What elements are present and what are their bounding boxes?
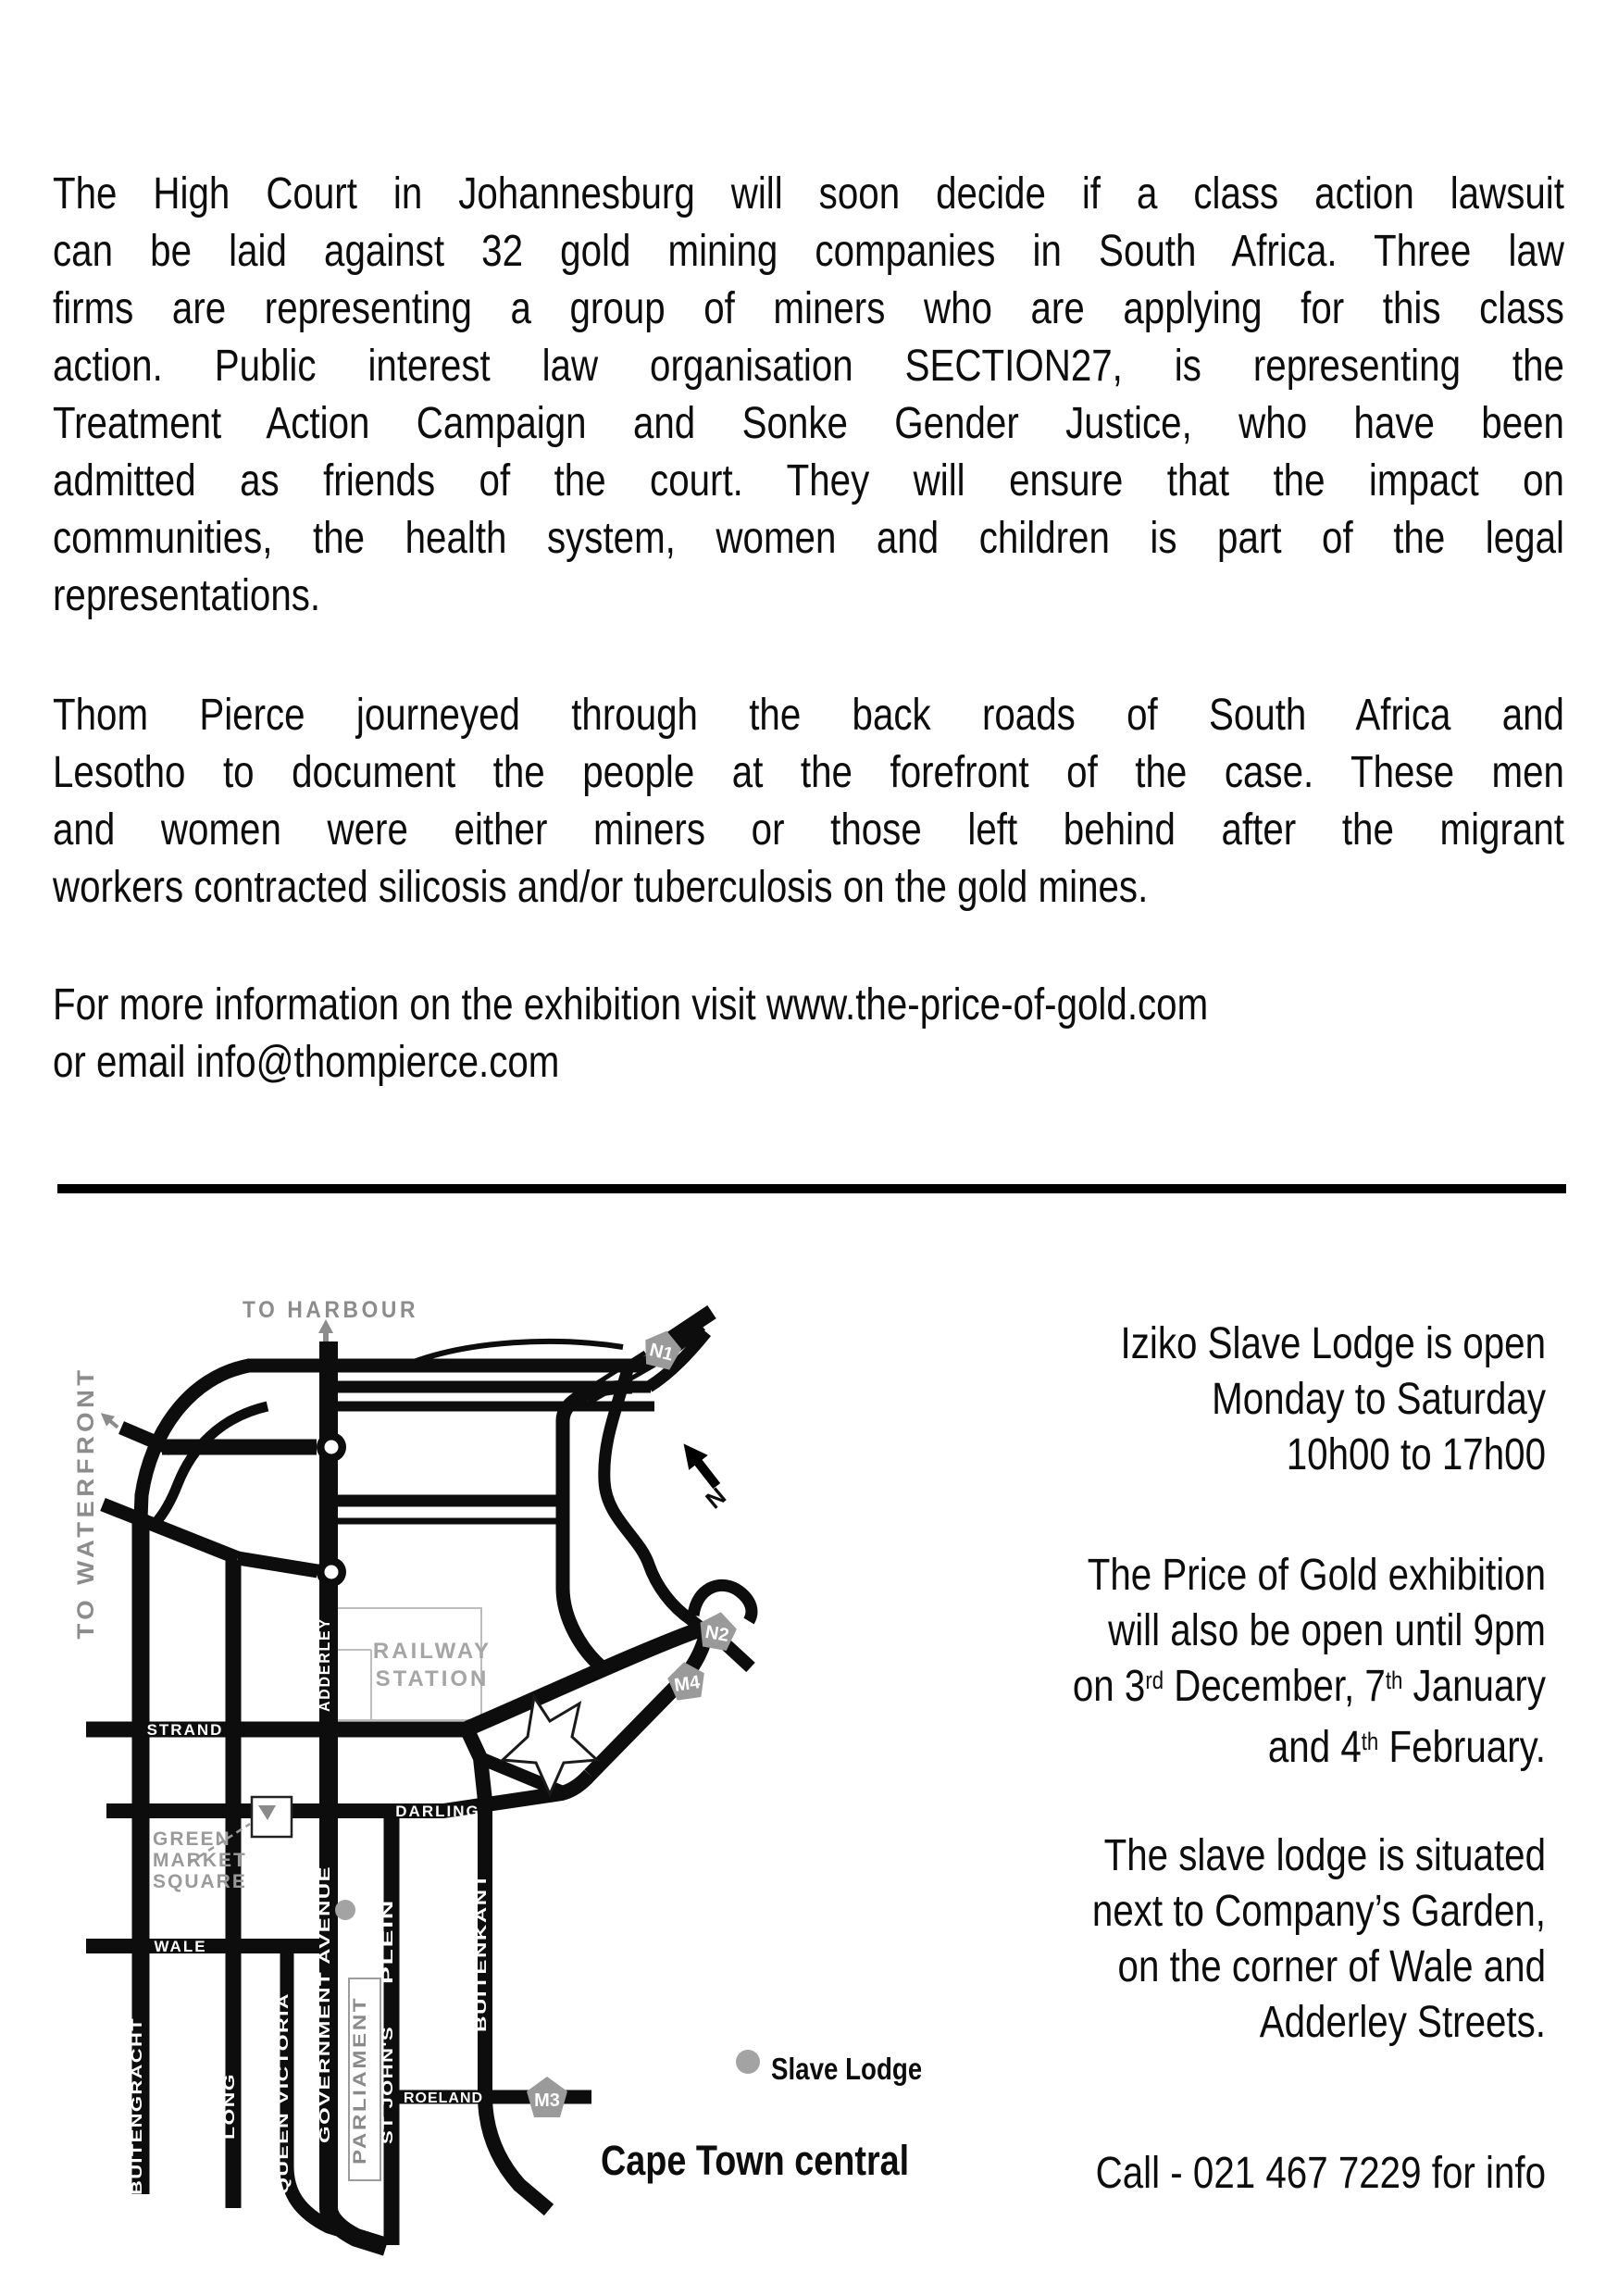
parliament-box [349,1978,380,2180]
street-label-buitenkant: BUITENKANT [474,1927,490,2032]
text-line: 10h00 to 17h00 [1286,1430,1546,1479]
text-line: next to Company’s Garden, [1091,1887,1546,1936]
street-label-adderley: ADDERLEY [316,1610,333,1712]
text-line: on the corner of Wale and [1117,1942,1546,1991]
cape-town-map [51,1282,921,2264]
gms-label-1: GREEN [153,1828,231,1850]
text-line: will also be open until 9pm [1108,1606,1546,1655]
street-label-queen-victoria: QUEEN VICTORIA [276,2053,292,2194]
badge-label-m3: M3 [534,2090,560,2111]
text-line: firms are representing a group of miners who are applying for this class [53,284,1564,333]
paragraph-more-info [53,977,1564,1092]
text-line: For more information on the exhibition visit www.the-price-of-gold.com [53,980,1209,1029]
text-line: action. Public interest law organisation SECTION27, is representing the [53,342,1564,391]
text-line: Lesotho to document the people at the forefront of the case. These men [53,748,1564,797]
text-line: The slave lodge is situated [1103,1831,1546,1880]
text-line: admitted as friends of the court. They will ensure that the impact on [53,456,1564,505]
slave-lodge-dot [335,1900,355,1920]
road-left-diagonal [103,1504,238,1558]
call-info-line [924,2146,1546,2202]
paragraph-thom-pierce [53,687,1564,917]
text-line: can be laid against 32 gold mining companies in South Africa. Three law [53,227,1564,276]
street-label-plein: PLEIN [380,1935,396,1984]
railway-station-label-1: RAILWAY [372,1639,492,1664]
street-label-long: LONG [222,2092,238,2140]
north-arrow-icon [674,1436,731,1514]
street-label-buitengracht: BUITENGRACHT [130,2065,145,2195]
exhibition-hours-block [924,1548,1546,1781]
street-label-st-johns: ST JOHN'S [380,2058,396,2144]
gms-label-2: MARKET [153,1850,247,1871]
text-line: on 3rd December, 7th January [1072,1662,1546,1711]
gms-label-3: SQUARE [153,1871,247,1892]
badge-label-m4: M4 [672,1672,702,1696]
opening-hours-block [924,1316,1546,1483]
text-line: Call - 021 467 7229 for info [1095,2149,1546,2198]
waterfront-arrow-icon [96,1408,121,1432]
text-line: The Price of Gold exhibition [1087,1551,1546,1600]
to-waterfront-label: TO WATERFRONT [73,1391,99,1640]
text-line: Adderley Streets. [1259,1998,1546,2047]
text-line: workers contracted silicosis and/or tuberculosis on the gold mines. [53,863,1149,912]
text-line: and women were either miners or those left behind after the migrant [53,805,1564,855]
street-label-roeland: ROELAND [403,2090,484,2106]
text-line: Thom Pierce journeyed through the back roads of South Africa and [53,691,1564,740]
map-svg [51,1282,921,2264]
badge-label-n1: N1 [647,1340,676,1366]
north-label: N [700,1481,732,1515]
street-label-parliament: PARLIAMENT [351,2031,370,2165]
badge-label-n2: N2 [703,1621,731,1647]
road-n2-stub [727,1645,751,1667]
text-line: Treatment Action Campaign and Sonke Gender Justice, who have been [53,399,1564,448]
location-block [924,1828,1546,2051]
paragraph-court-case [53,166,1564,625]
legend-dot-icon [736,2050,760,2074]
street-label-strand: STRAND [146,1721,224,1739]
text-line: communities, the health system, women and children is part of the legal [53,514,1564,563]
text-line: and 4th February. [1267,1723,1546,1772]
text-line: Iziko Slave Lodge is open [1120,1319,1546,1368]
section-divider [57,1184,1566,1193]
railway-station-label-2: STATION [375,1666,490,1691]
text-line: Monday to Saturday [1212,1375,1546,1424]
text-line: The High Court in Johannesburg will soon decide if a class action lawsuit [53,169,1564,218]
street-label-wale: WALE [154,1938,207,1955]
to-harbour-label: TO HARBOUR [243,1297,418,1323]
text-line: representations. [53,571,321,620]
street-label-darling: DARLING [395,1803,480,1820]
slave-lodge-legend [736,2050,921,2087]
legend-label: Slave Lodge [771,2052,921,2087]
text-line: or email info@thompierce.com [53,1038,560,1087]
route-badge-m3 [527,2077,567,2117]
map-title: Cape Town central [601,2136,910,2184]
street-label-government-avenue: GOVERNMENT AVENUE [317,1956,333,2143]
road-roundabout2-approach [238,1558,317,1571]
roads [86,1312,752,2247]
railway-station-box [332,1608,481,1720]
